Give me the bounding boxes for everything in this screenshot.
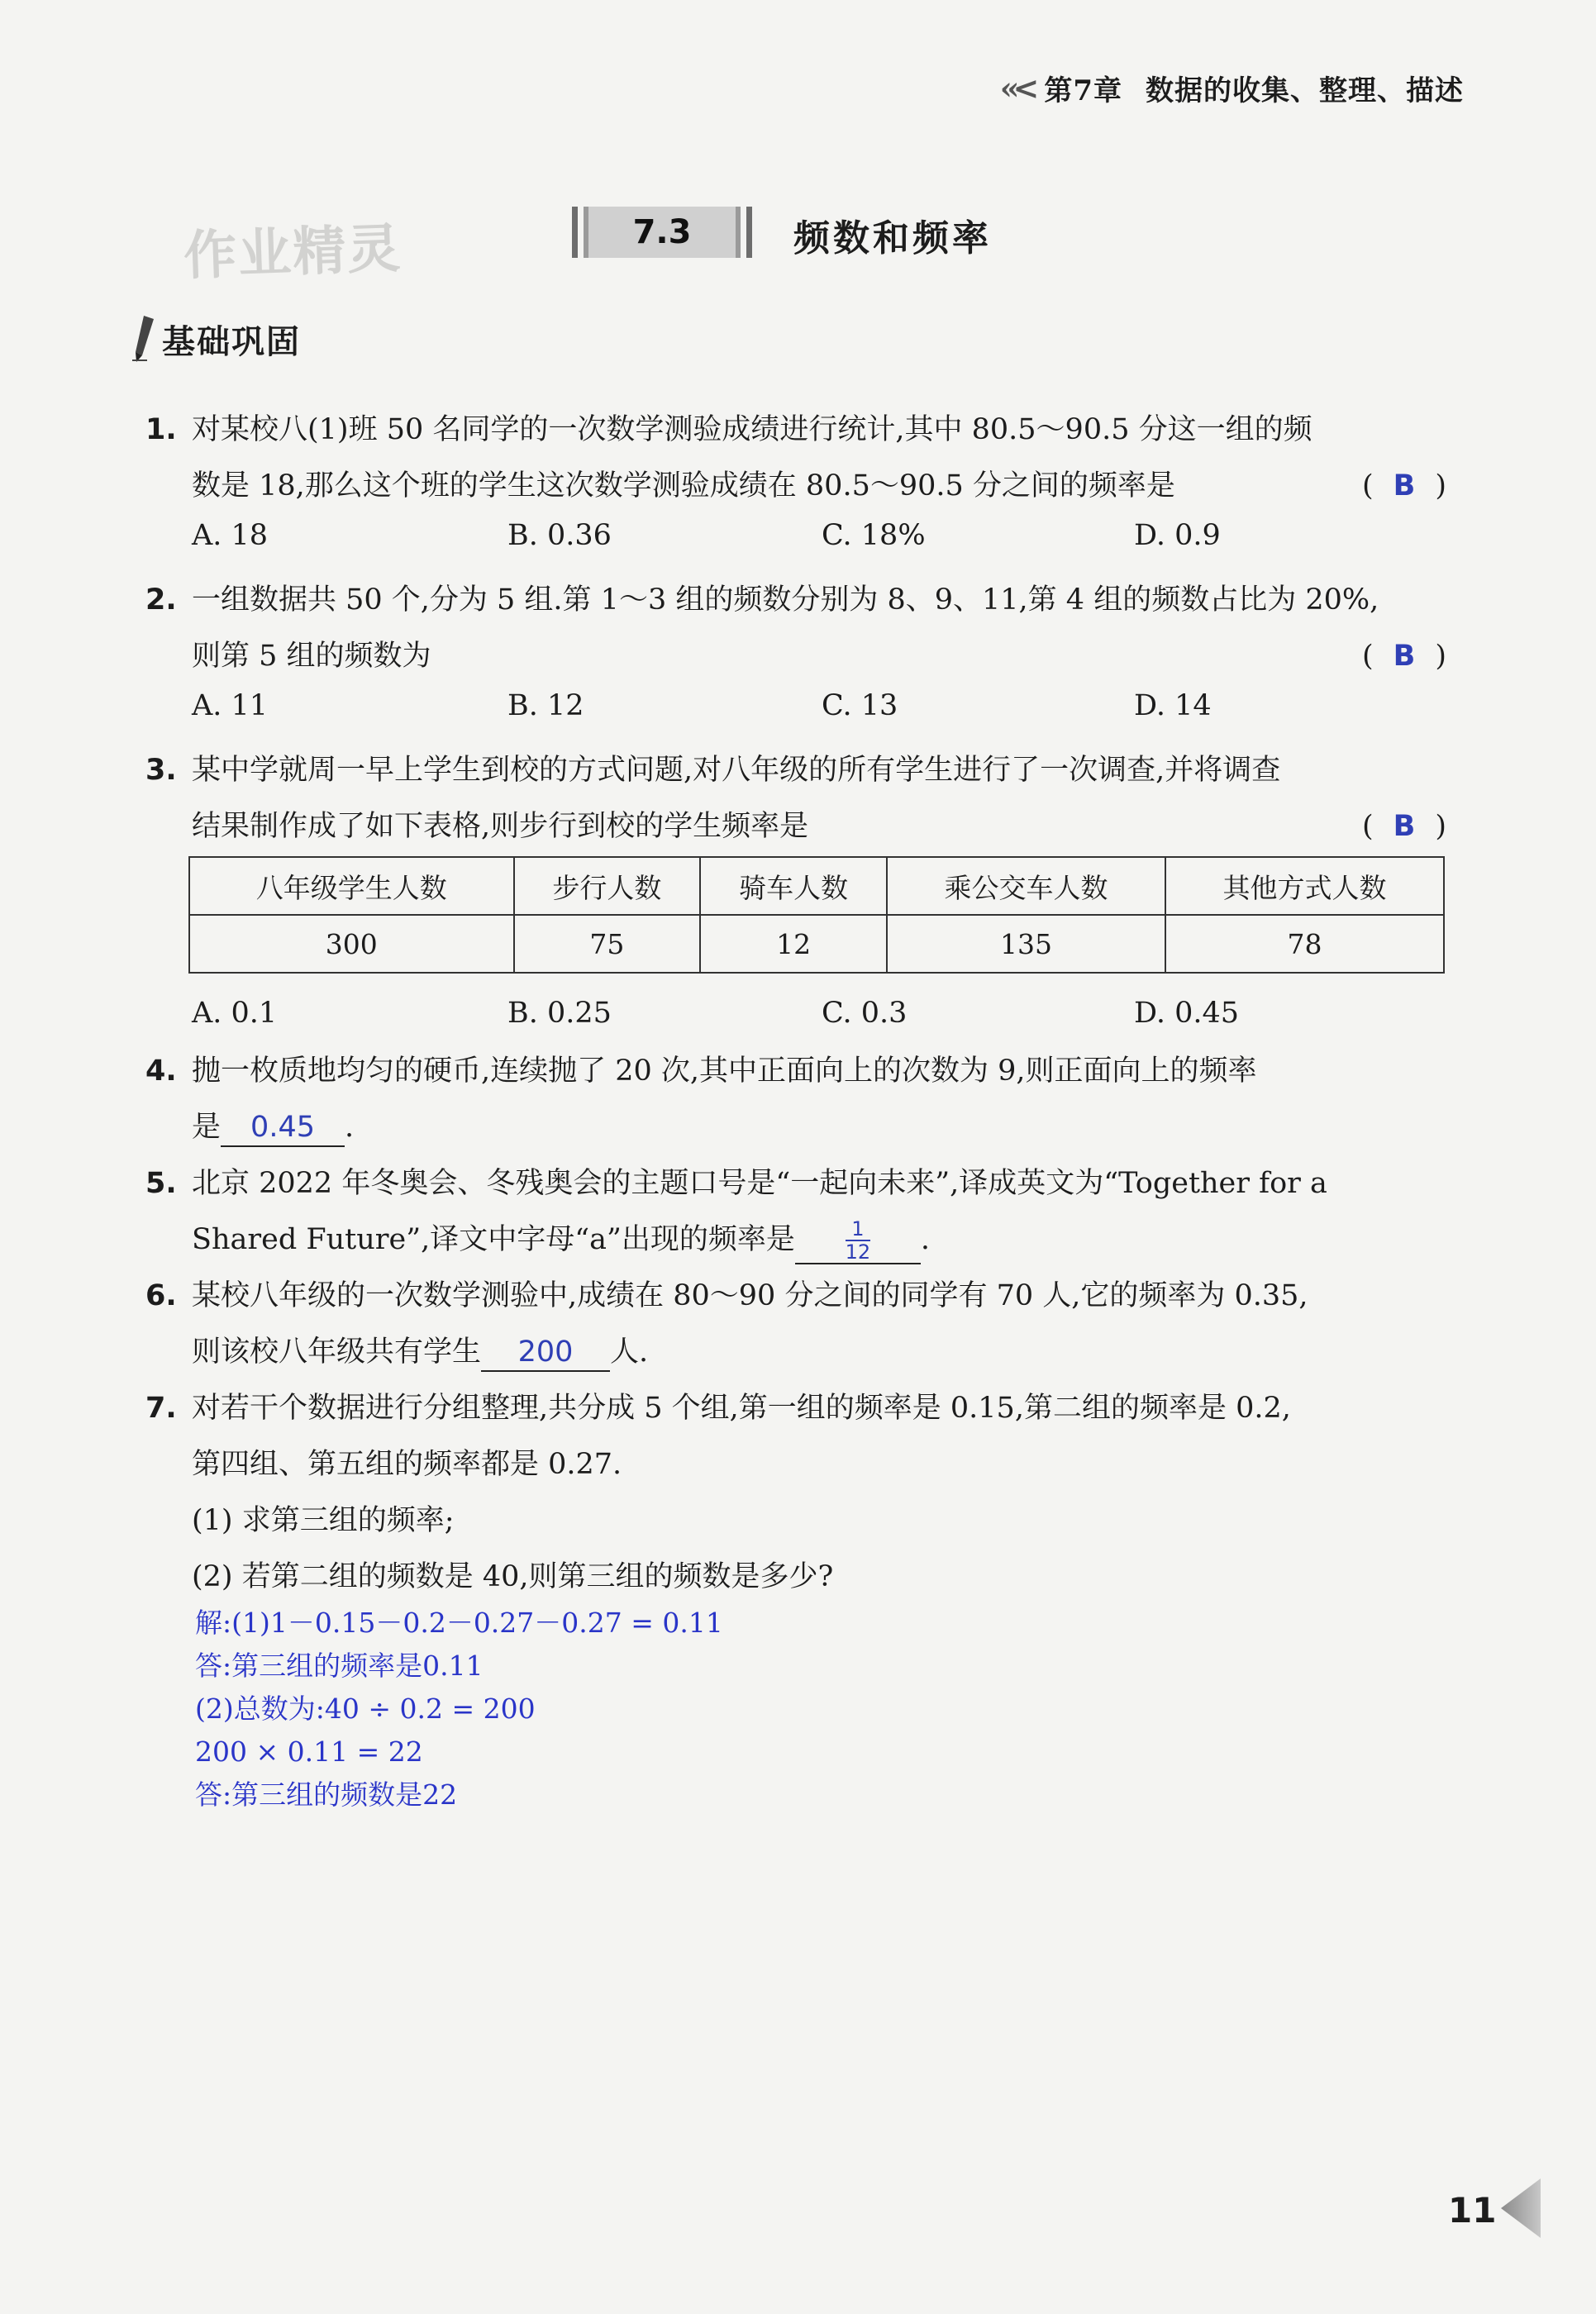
solution-line: 200 × 0.11 = 22 bbox=[195, 1736, 423, 1768]
question-text-line: 某校八年级的一次数学测验中,成绩在 80～90 分之间的同学有 70 人,它的频率为 0.35, bbox=[192, 1279, 1308, 1312]
table-cell: 300 bbox=[189, 915, 514, 973]
subsection-heading bbox=[129, 314, 301, 364]
sub-question-2: (2) 若第二组的频数是 40,则第三组的频数是多少? bbox=[192, 1560, 834, 1593]
solution bbox=[195, 1602, 723, 1816]
table-cell: 135 bbox=[887, 915, 1165, 973]
table-header-cell: 步行人数 bbox=[514, 857, 701, 915]
watermark: 作业精灵 bbox=[182, 218, 403, 288]
fraction-denominator: 12 bbox=[845, 1240, 871, 1264]
option-c: C. 18% bbox=[822, 519, 926, 552]
option-d: D. 0.9 bbox=[1134, 519, 1221, 552]
table-cell: 75 bbox=[514, 915, 701, 973]
running-header bbox=[1000, 68, 1464, 108]
option-b: B. 0.25 bbox=[507, 997, 612, 1030]
question-number: 6. bbox=[145, 1279, 177, 1312]
question-text-line: 则第 5 组的频数为 bbox=[192, 640, 431, 673]
table-cell: 78 bbox=[1165, 915, 1444, 973]
fraction-numerator: 1 bbox=[851, 1217, 865, 1240]
table-header-cell: 八年级学生人数 bbox=[189, 857, 514, 915]
answer-paren: ( B ) bbox=[1362, 640, 1446, 673]
answer-letter: B bbox=[1393, 469, 1416, 502]
question-text-line: 对若干个数据进行分组整理,共分成 5 个组,第一组的频率是 0.15,第二组的频率是 0.2, bbox=[192, 1392, 1291, 1425]
table-header-cell: 骑车人数 bbox=[700, 857, 887, 915]
page-triangle-icon bbox=[1498, 2175, 1544, 2241]
subsection-title: 基础巩固 bbox=[162, 322, 301, 361]
answer-letter: B bbox=[1393, 810, 1416, 843]
answer-letter: B bbox=[1393, 640, 1416, 673]
answer-blank: 0.45 bbox=[221, 1109, 345, 1147]
section-number: 7.3 bbox=[632, 213, 692, 251]
section-title: 频数和频率 bbox=[793, 217, 992, 259]
option-a: A. 0.1 bbox=[192, 997, 278, 1030]
answer-fraction bbox=[846, 1218, 871, 1263]
solution-line: (2)总数为:40 ÷ 0.2 = 200 bbox=[195, 1693, 536, 1725]
question-number: 4. bbox=[145, 1055, 177, 1088]
solution-line: 解:(1)1－0.15－0.2－0.27－0.27 = 0.11 bbox=[195, 1607, 723, 1639]
question-text-line: 一组数据共 50 个,分为 5 组.第 1～3 组的频数分别为 8、9、11,第 4 组的频数占比为 20%, bbox=[192, 583, 1379, 617]
question-text-line: 数是 18,那么这个班的学生这次数学测验成绩在 80.5～90.5 分之间的频率是 bbox=[192, 469, 1175, 502]
chevrons-icon: «< bbox=[999, 69, 1033, 107]
answer-blank: 200 bbox=[481, 1334, 610, 1372]
question-text-line: Shared Future”,译文中字母“a”出现的频率是 $\frac{1}{12}$ . bbox=[192, 1217, 931, 1264]
option-b: B. 0.36 bbox=[507, 519, 612, 552]
question-text-line: 北京 2022 年冬奥会、冬残奥会的主题口号是“一起向未来”,译成英文为“Together for a bbox=[192, 1167, 1327, 1200]
option-d: D. 0.45 bbox=[1134, 997, 1239, 1030]
question-text-line: 第四组、第五组的频率都是 0.27. bbox=[192, 1448, 622, 1481]
solution-line: 答:第三组的频率是0.11 bbox=[195, 1650, 484, 1682]
question-text-line: 某中学就周一早上学生到校的方式问题,对八年级的所有学生进行了一次调查,并将调查 bbox=[192, 754, 1281, 787]
answer-blank bbox=[795, 1218, 921, 1264]
question-text-line: 对某校八(1)班 50 名同学的一次数学测验成绩进行统计,其中 80.5～90.5 分这一组的频 bbox=[192, 413, 1313, 446]
question-text-line: 结果制作成了如下表格,则步行到校的学生频率是 bbox=[192, 810, 809, 843]
option-c: C. 13 bbox=[822, 689, 898, 722]
option-a: A. 11 bbox=[192, 689, 269, 722]
option-d: D. 14 bbox=[1134, 689, 1212, 722]
question-text-line: 是 0.45 . bbox=[192, 1099, 354, 1155]
question-number: 7. bbox=[145, 1392, 177, 1425]
chapter-number: 第7章 bbox=[1044, 74, 1122, 107]
survey-table bbox=[188, 856, 1445, 974]
page-number: 11 bbox=[1448, 2190, 1497, 2231]
question-number: 2. bbox=[145, 583, 177, 617]
question-number: 3. bbox=[145, 754, 177, 787]
section-number-box bbox=[572, 207, 752, 258]
option-b: B. 12 bbox=[507, 689, 584, 722]
table-header-row bbox=[189, 857, 1444, 915]
solution-line: 答:第三组的频数是22 bbox=[195, 1778, 458, 1811]
table-cell: 12 bbox=[700, 915, 887, 973]
table-row bbox=[189, 915, 1444, 973]
answer-paren: ( B ) bbox=[1362, 810, 1446, 843]
table-header-cell: 乘公交车人数 bbox=[887, 857, 1165, 915]
option-c: C. 0.3 bbox=[822, 997, 908, 1030]
question-number: 5. bbox=[145, 1167, 177, 1200]
question-number: 1. bbox=[145, 413, 177, 446]
sub-question-1: (1) 求第三组的频率; bbox=[192, 1504, 455, 1537]
table-header-cell: 其他方式人数 bbox=[1165, 857, 1444, 915]
pencil-icon bbox=[129, 314, 157, 364]
chapter-title: 数据的收集、整理、描述 bbox=[1146, 74, 1464, 107]
question-text-line: 抛一枚质地均匀的硬币,连续抛了 20 次,其中正面向上的次数为 9,则正面向上的频率 bbox=[192, 1055, 1257, 1088]
question-text-line: 则该校八年级共有学生 200 人. bbox=[192, 1324, 648, 1380]
option-a: A. 18 bbox=[192, 519, 269, 552]
answer-paren: ( B ) bbox=[1362, 469, 1446, 502]
